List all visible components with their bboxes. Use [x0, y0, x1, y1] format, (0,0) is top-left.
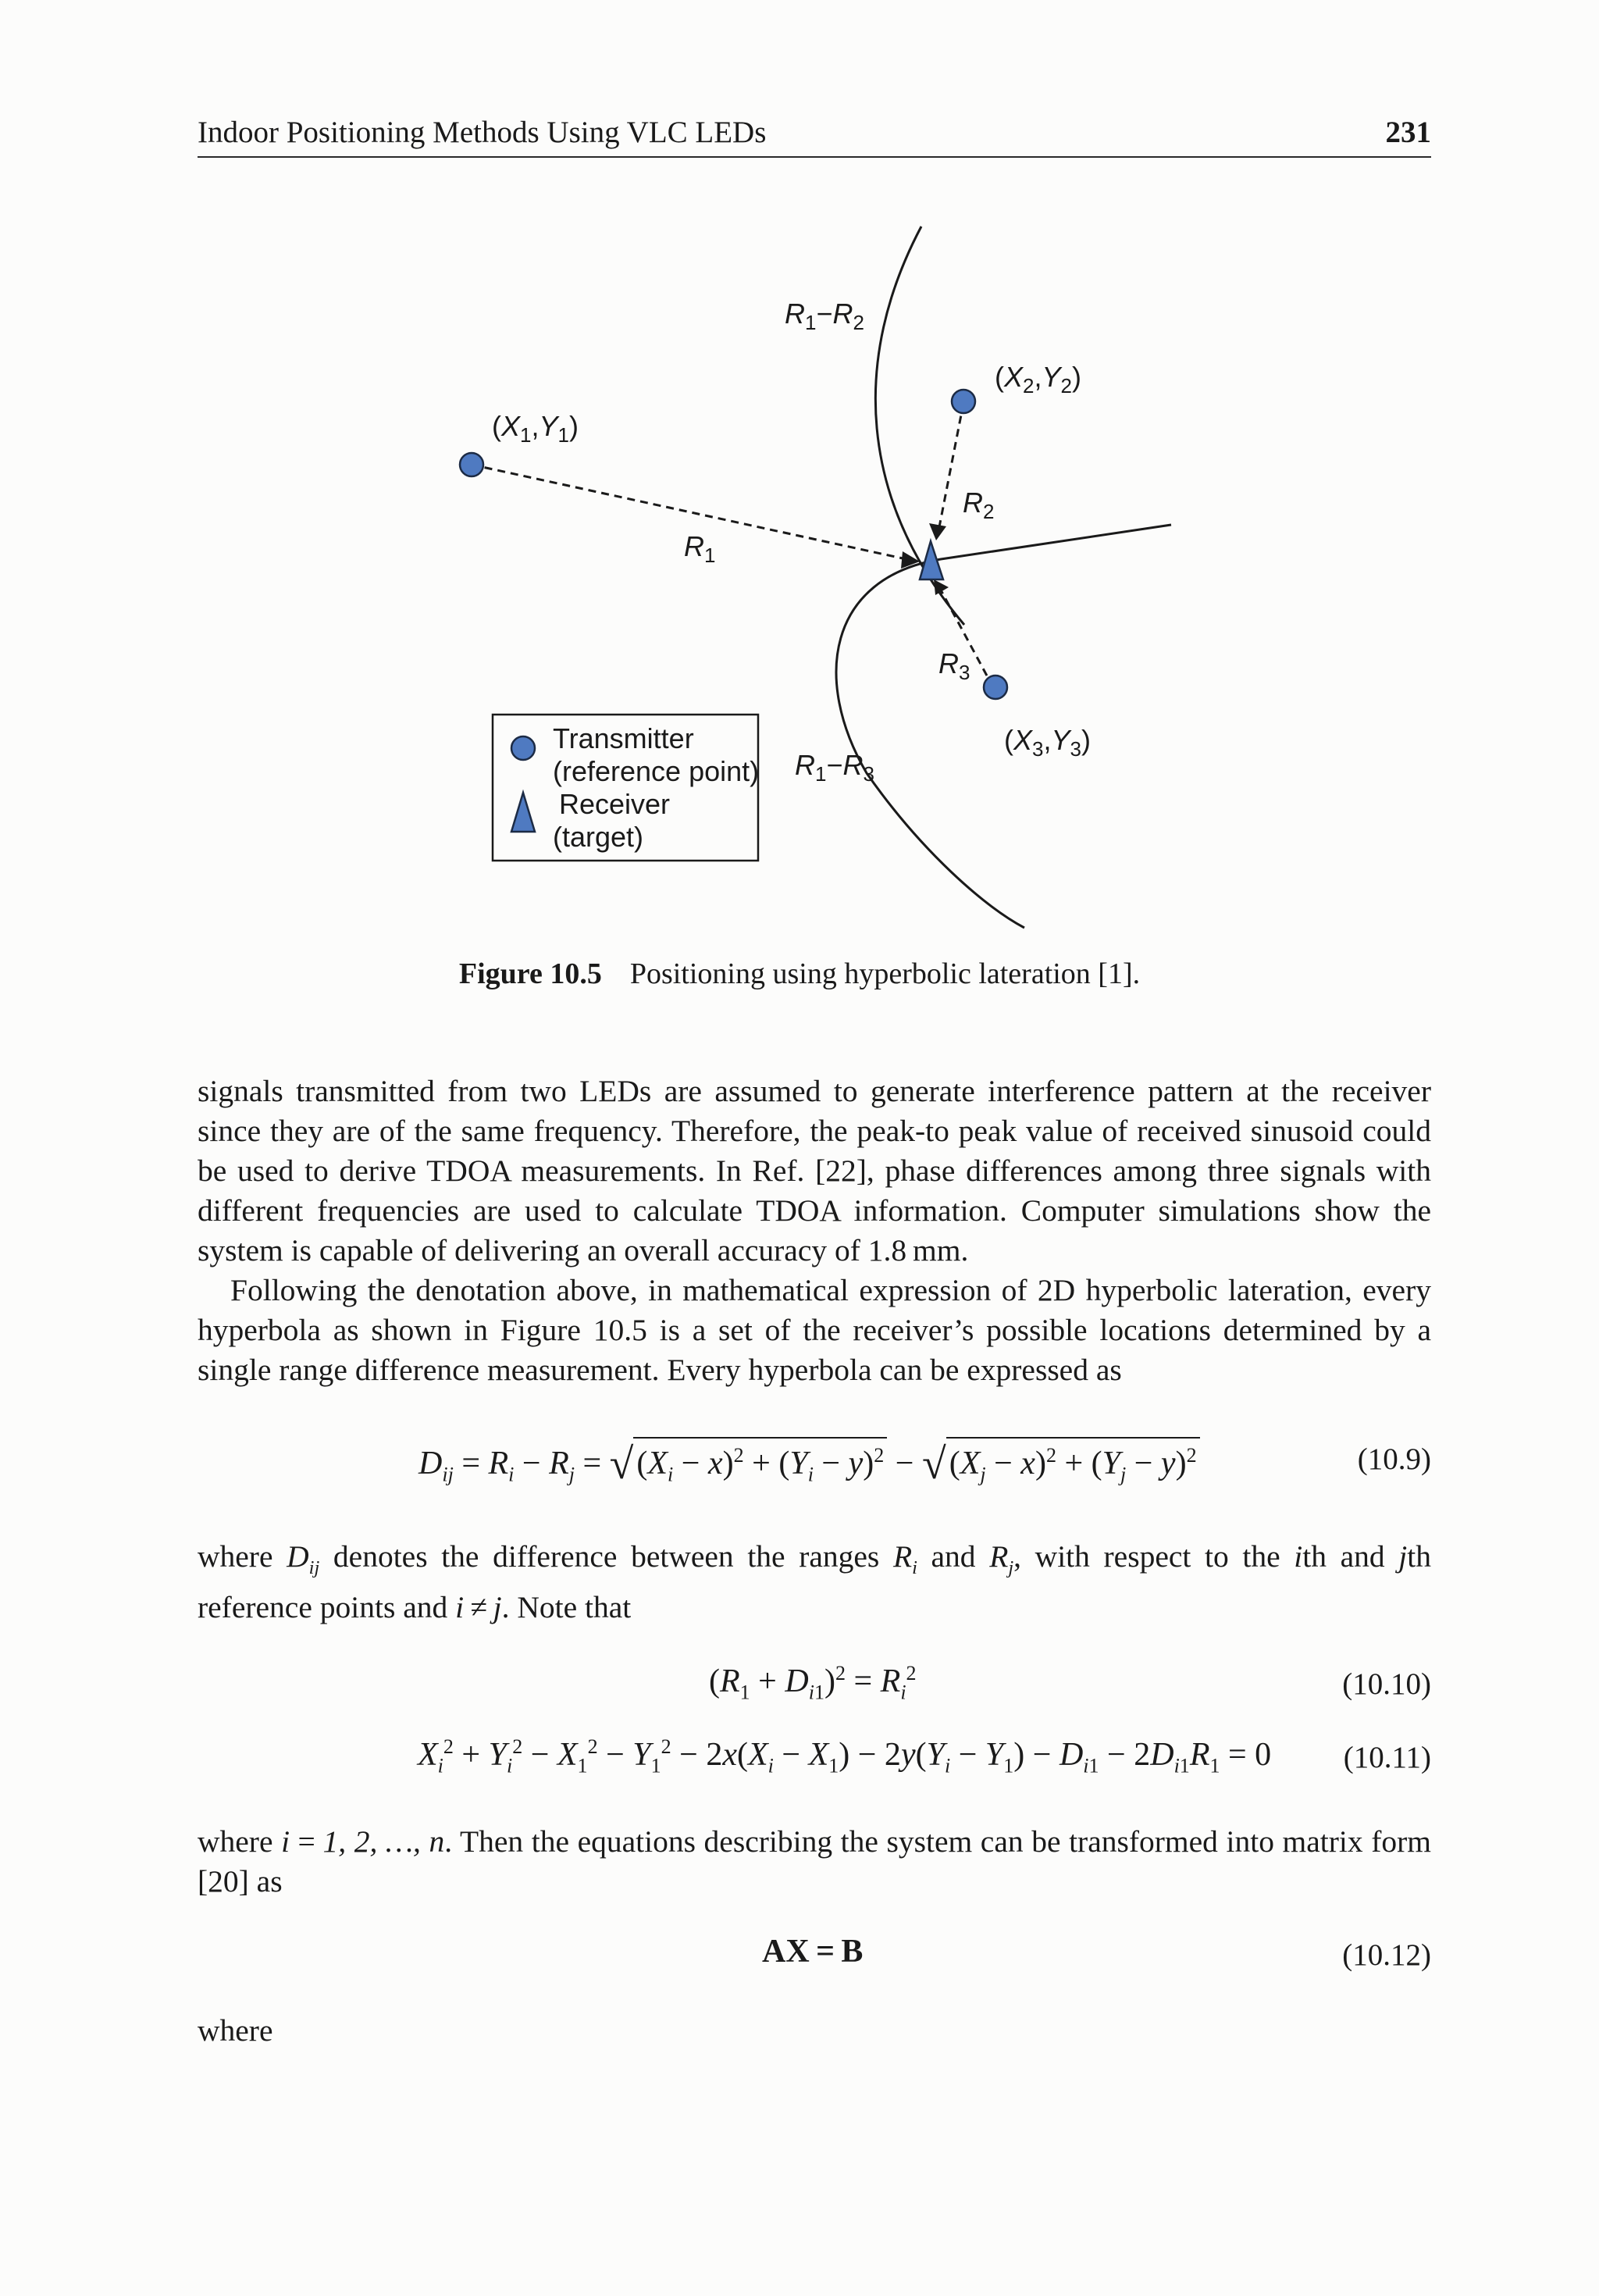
equation-10-10-body: $(R_1 + D_{i1})^2 = R_i^2$ [709, 1662, 917, 1704]
arrowhead-r2 [929, 523, 946, 540]
paragraph-4: where i = 1, 2, …, n. Then the equations describing the system can be transformed into matrix form [20] as [198, 1824, 1431, 1898]
label-r1-minus-r2: $R_1-R_2$ [785, 298, 864, 334]
equation-10-11-body: $X_i^2 + Y_i^2 - X_1^2 - Y_1^2 - 2x(X_i - X_1) - 2y(Y_i - Y_1) - D_{i1} - 2D_{i1}R_1 = 0$ [418, 1735, 1272, 1777]
equation-10-11 [198, 1735, 1431, 1798]
label-r2: $R_2$ [963, 487, 995, 523]
legend-receiver-icon [511, 793, 535, 832]
running-title: Indoor Positioning Methods Using VLC LEDs [198, 116, 767, 149]
figure-10-5 [0, 0, 1599, 1015]
paragraph-5: where [198, 2013, 273, 2048]
equation-10-9 [198, 1437, 1431, 1499]
equation-10-10-number: (10.10) [1342, 1667, 1431, 1701]
legend-transmitter-line1: Transmitter [553, 722, 694, 754]
label-x2y2: $(X_2,Y_2)$ [995, 361, 1081, 398]
caption-text: Positioning using hyperbolic lateration [1]. [629, 957, 1141, 990]
transmitter-3 [984, 676, 1007, 699]
legend-transmitter-line2: (reference point) [553, 755, 760, 787]
paragraph-2 [198, 1271, 1431, 1390]
transmitter-2 [952, 390, 975, 413]
legend-receiver-line1: Receiver [559, 788, 671, 820]
transmitter-1 [460, 453, 483, 476]
equation-10-9-number: (10.9) [1357, 1442, 1431, 1476]
equation-10-10 [198, 1662, 1431, 1724]
hyperbolic-lateration-diagram [0, 0, 1599, 1015]
label-x1y1: $(X_1,Y_1)$ [492, 410, 579, 447]
paragraph-3: where $D_{ij}$ denotes the difference between the ranges $R_i$ and $R_j$, with respect to the ith and jth reference points and i ≠ j. Note that [198, 1539, 1431, 1624]
label-r1-minus-r3: $R_1-R_3$ [795, 749, 874, 786]
label-x3y3: $(X_3,Y_3)$ [1004, 724, 1091, 761]
figure-caption [0, 957, 1599, 991]
label-r3: $R_3$ [938, 647, 970, 684]
legend-transmitter-icon [511, 736, 535, 760]
range-line-r2 [938, 403, 963, 531]
equation-10-11-number: (10.11) [1343, 1741, 1431, 1774]
paragraph-2-text: Following the denotation above, in mathematical expression of 2D hyperbolic lateration, every hyperbola as shown in Figure 10.5 is a set of the receiver’s possible locations determined by a single range difference measurement. Every hyperbola can be expressed as [198, 1273, 1431, 1387]
legend-receiver-line2: (target) [553, 821, 644, 853]
paragraph-1: signals transmitted from two LEDs are assumed to generate interference pattern at the receiver since they are of the same frequency. Therefore, the peak-to peak value of received sinusoid could be used to derive TDOA measurements. In Ref. [22], phase differences among three signals with different frequencies are used to calculate TDOA information. Computer simulations show the system is capable of delivering an overall accuracy of 1.8 mm. [198, 1074, 1431, 1267]
caption-label: Figure 10.5 [458, 957, 602, 990]
label-r1: $R_1$ [684, 530, 716, 567]
equation-10-9-body: $D_{ij} = R_i - R_j = √(X_i - x)^2 + (Y_i - y)^2 - √(X_j - x)^2 + (Y_j - y)^2$ [418, 1437, 1200, 1492]
equation-10-12-number: (10.12) [1342, 1938, 1431, 1972]
equation-10-12 [198, 1933, 1431, 1995]
page-number: 231 [1385, 116, 1431, 149]
equation-10-12-body: AX = B [762, 1934, 864, 1970]
